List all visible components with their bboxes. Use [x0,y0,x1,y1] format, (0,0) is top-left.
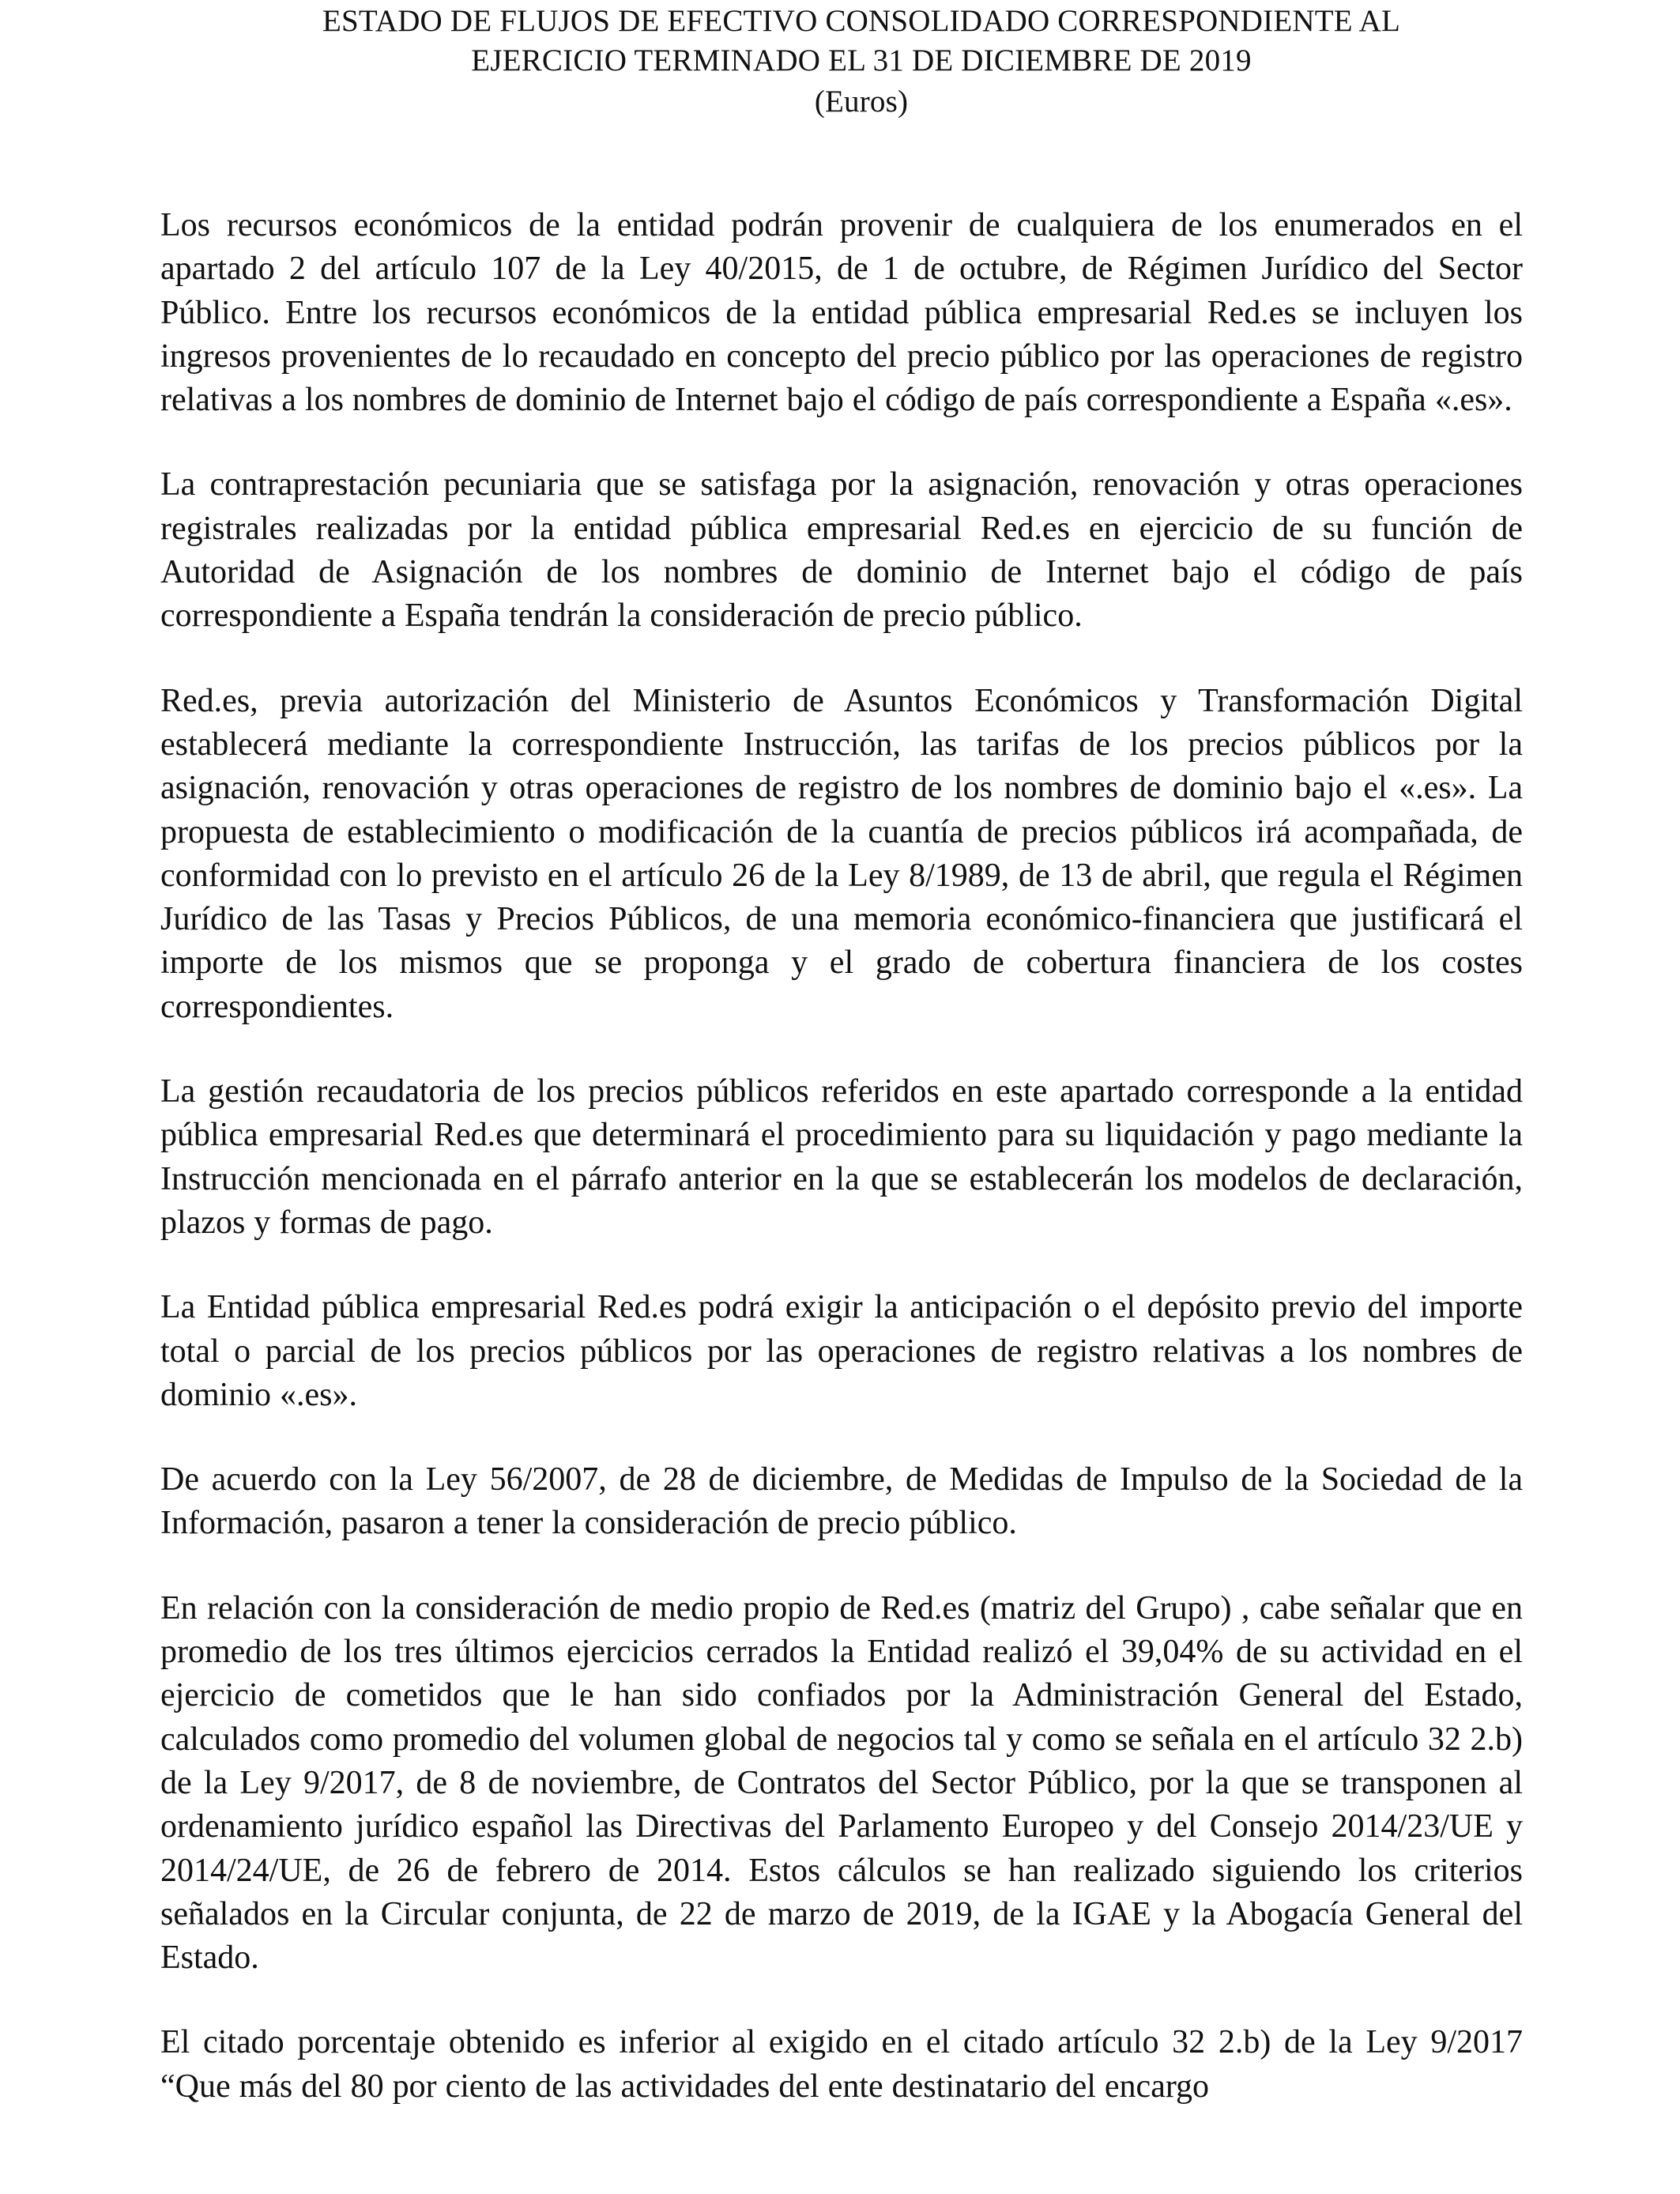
paragraph-collection-management: La gestión recaudatoria de los precios públicos referidos en este apartado corresponde a la entidad pública empresarial Red.es que determinará el procedimiento para su liquidación y pago mediante la Instrucción mencionada en el párrafo anterior en la que se establecerán los modelos de declaración, plazos y formas de pago. [160,1073,1523,1241]
header-title-line-2: EJERCICIO TERMINADO EL 31 DE DICIEMBRE DE 2019 [471,43,1252,77]
header-title-line-1: ESTADO DE FLUJOS DE EFECTIVO CONSOLIDADO CORRESPONDIENTE AL [322,4,1400,38]
document-body [160,204,1523,2109]
paragraph-economic-resources: Los recursos económicos de la entidad podrán provenir de cualquiera de los enumerados en el apartado 2 del artículo 107 de la Ley 40/2015, de 1 de octubre, de Régimen Jurídico del Sector Público. Entre los recursos económicos de la entidad pública empresarial Red.es se incluyen los ingresos provenientes de lo recaudado en concepto del precio público por las operaciones de registro relativas a los nombres de dominio de Internet bajo el código de país correspondiente a España «.es». [160,207,1523,419]
paragraph-public-price-tariffs: Red.es, previa autorización del Ministerio de Asuntos Económicos y Transformación Digital establecerá mediante la correspondiente Instrucción, las tarifas de los precios públicos por la asignación, renovación y otras operaciones de registro de los nombres de dominio bajo el «.es». La propuesta de establecimiento o modificación de la cuantía de precios públicos irá acompañada, de conformidad con lo previsto en el artículo 26 de la Ley 8/1989, de 13 de abril, que regula el Régimen Jurídico de las Tasas y Precios Públicos, de una memoria económico-financiera que justificará el importe de los mismos que se proponga y el grado de cobertura financiera de los costes correspondientes. [160,682,1523,1025]
paragraph-law-56-2007: De acuerdo con la Ley 56/2007, de 28 de diciembre, de Medidas de Impulso de la Sociedad de la Información, pasaron a tener la consideración de precio público. [160,1461,1523,1542]
paragraph-advance-deposit: La Entidad pública empresarial Red.es podrá exigir la anticipación o el depósito previo del importe total o parcial de los precios públicos por las operaciones de registro relativas a los nombres de dominio «.es». [160,1289,1523,1413]
paragraph-pecuniary-consideration: La contraprestación pecuniaria que se satisfaga por la asignación, renovación y otras operaciones registrales realizadas por la entidad pública empresarial Red.es en ejercicio de su función de Autoridad de Asignación de los nombres de dominio de Internet bajo el código de país correspondiente a España tendrán la consideración de precio público. [160,466,1523,635]
paragraph-own-means: En relación con la consideración de medio propio de Red.es (matriz del Grupo) , cabe señalar que en promedio de los tres últimos ejercicios cerrados la Entidad realizó el 39,04% de su actividad en el ejercicio de cometidos que le han sido confiados por la Administración General del Estado, calculados como promedio del volumen global de negocios tal y como se señala en el artículo 32 2.b) de la Ley 9/2017, de 8 de noviembre, de Contratos del Sector Público, por la que se transponen al ordenamiento jurídico español las Directivas del Parlamento Europeo y del Consejo 2014/23/UE y 2014/24/UE, de 26 de febrero de 2014. Estos cálculos se han realizado siguiendo los criterios señalados en la Circular conjunta, de 22 de marzo de 2019, de la IGAE y la Abogacía General del Estado. [160,1589,1523,1977]
paragraph-percentage-conclusion: El citado porcentaje obtenido es inferior al exigido en el citado artículo 32 2.b) de la Ley 9/2017 “Que más del 80 por ciento de las actividades del ente destinatario del encargo [160,2024,1523,2105]
header-currency-unit: (Euros) [814,85,909,119]
